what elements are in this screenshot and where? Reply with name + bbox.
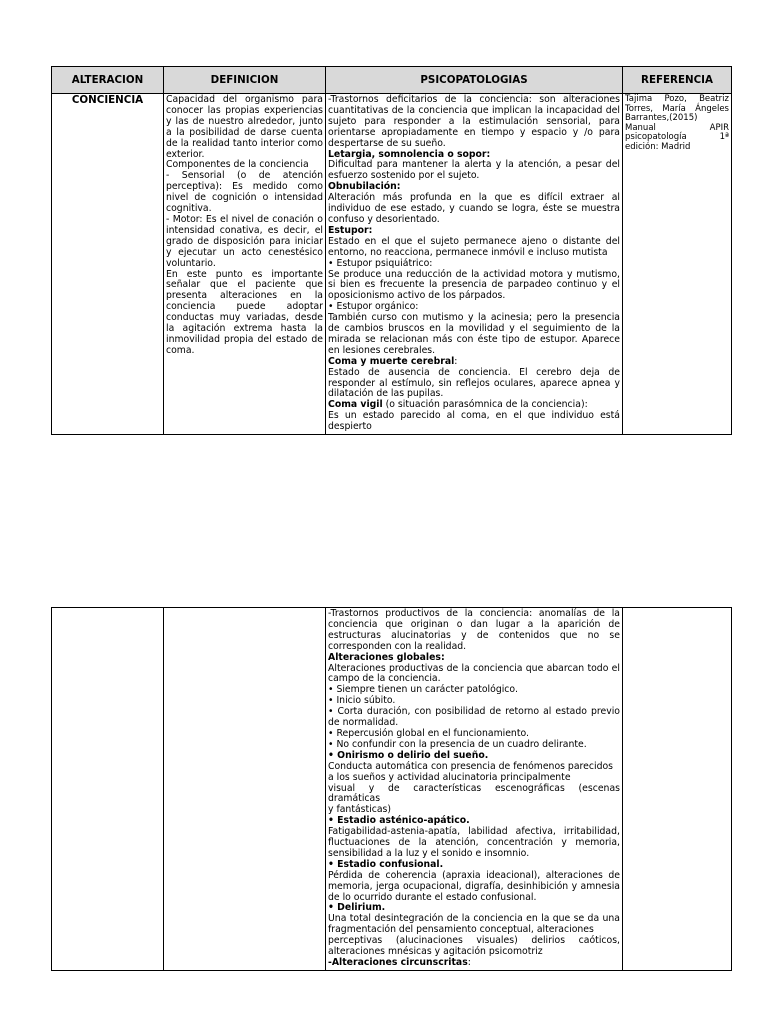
alteraciones-globales-text: Alteraciones productivas de la conciencia que abarcan todo el campo de la conciencia. — [328, 662, 620, 685]
estadio-confusional-text: Pérdida de coherencia (apraxia ideacional), alteraciones de memoria, jerga ocupacional, digrafía, desinhibición y amnesia de lo ocurrido durante el estado confusional. — [328, 869, 620, 903]
alteraciones-circunscritas-heading: -Alteraciones circunscritas — [328, 957, 468, 968]
delirium-text: Una total desintegración de la conciencia en la que se da una fragmentación del pensamiento conceptual, alteraciones — [328, 913, 620, 936]
list-item: • Repercusión global en el funcionamiento. — [328, 727, 529, 739]
letargia-heading: Letargia, somnolencia o sopor: — [328, 148, 491, 160]
onirismo-text: a los sueños y actividad alucinatoria principalmente — [328, 771, 571, 783]
definicion-paragraph: Componentes de la conciencia — [166, 159, 309, 171]
estadio-astenico-text: Fatigabilidad-astenia-apatía, labilidad afectiva, irritabilidad, fluctuaciones de la atención, concentración y memoria, sensibilidad a la luz y el sonido e insomnio. — [328, 826, 620, 859]
psychopathology-table-2 — [51, 607, 732, 971]
obnubilacion-heading: Obnubilación: — [328, 181, 401, 193]
coma-vigil-heading: Coma vigil — [328, 399, 383, 411]
definicion-paragraph: Capacidad del organismo para conocer las propias experiencias y las de nuestro alrededor, junto a la posibilidad de darse cuenta de la realidad tanto interior como exterior. — [166, 94, 323, 160]
header-referencia: REFERENCIA — [623, 67, 732, 94]
definicion-cell-empty — [164, 608, 326, 971]
list-item: • No confundir con la presencia de un cuadro delirante. — [328, 738, 587, 750]
header-psicopatologias: PSICOPATOLOGIAS — [326, 67, 623, 94]
referencia-cell: Tajima Pozo, Beatriz Torres, María Ángeles Barrantes,(2015) Manual APIR psicopatología 1ª edición: Madrid — [623, 94, 732, 435]
delirium-heading: • Delirium. — [328, 902, 386, 914]
estadio-confusional-heading: • Estadio confusional. — [328, 858, 444, 870]
obnubilacion-text: Alteración más profunda en la que es difícil extraer al individuo de ese estado, y cuando se logra, éste se muestra confuso y desorientado. — [328, 192, 620, 225]
coma-vigil-text: Es un estado parecido al coma, en el que individuo está despierto — [328, 410, 620, 433]
definicion-paragraph: En este punto es importante señalar que el paciente que presenta alteraciones en la conciencia puede adoptar conductas muy variadas, desde la agitación extrema hasta la inmovilidad propia del estado de coma. — [166, 268, 323, 356]
coma-vigil-inline-text: (o situación parasómnica de la conciencia): — [382, 399, 588, 411]
table-header-row — [52, 67, 732, 94]
coma-line: Coma y muerte cerebral: — [328, 355, 458, 367]
alteracion-cell-empty — [52, 608, 164, 971]
estupor-organico-heading: • Estupor orgánico: — [328, 301, 419, 313]
header-definicion: DEFINICION — [164, 67, 326, 94]
trastornos-deficitarios-text: -Trastornos deficitarios de la conciencia: son alteraciones cuantitativas de la conciencia que implican la incapacidad del sujeto para responder a la estimulación sensorial, para orientarse apropiadamente en tiempo y espacio y /o para despertarse de su sueño. — [328, 94, 620, 149]
referencia-cell-empty — [623, 608, 732, 971]
onirismo-text: visual y de características escenográficas (escenas dramáticas — [328, 782, 620, 805]
estupor-psiquiatrico-heading: • Estupor psiquiátrico: — [328, 257, 433, 269]
letargia-text: Dificultad para mantener la alerta y la atención, a pesar del esfuerzo sostenido por el sujeto. — [328, 159, 620, 182]
list-item: • Corta duración, con posibilidad de retorno al estado previo de normalidad. — [328, 706, 620, 729]
delirium-text: perceptivas (alucinaciones visuales) delirios caóticos, alteraciones mnésicas y agitación psicomotriz — [328, 935, 620, 958]
table-row — [52, 94, 732, 435]
estadio-astenico-heading: • Estadio asténico-apático. — [328, 815, 470, 827]
trastornos-productivos-text: -Trastornos productivos de la conciencia: anomalías de la conciencia que originan o dan lugar a la aparición de estructuras alucinatorias y de contenidos que no se corresponden con la realidad. — [328, 608, 620, 652]
coma-text: Estado de ausencia de conciencia. El cerebro deja de responder al estímulo, sin reflejos oculares, aparece apnea y dilatación de las pupilas. — [328, 366, 620, 400]
psicopatologias-cell — [326, 608, 623, 971]
alteraciones-globales-heading: Alteraciones globales: — [328, 651, 445, 663]
table-row — [52, 608, 732, 971]
definicion-paragraph: - Sensorial (o de atención perceptiva): Es medido como nivel de cognición o intensidad cognitiva. — [166, 170, 323, 215]
estupor-heading: Estupor: — [328, 224, 373, 236]
alteracion-cell: CONCIENCIA — [52, 94, 164, 435]
definicion-paragraph: - Motor: Es el nivel de conación o intensidad conativa, es decir, el grado de disposición para iniciar y ejecutar un acto cenestésico voluntario. — [166, 213, 323, 269]
estupor-psiquiatrico-text: Se produce una reducción de la actividad motora y mutismo, si bien es frecuente la presencia de parpadeo continuo y el oposicionismo activo de los párpados. — [328, 268, 620, 302]
onirismo-text: y fantásticas) — [328, 804, 392, 816]
onirismo-heading: • Onirismo o delirio del sueño. — [328, 749, 489, 761]
estupor-organico-text: También curso con mutismo y la acinesia; pero la presencia de cambios bruscos en la movilidad y el seguimiento de la mirada se relacionan más con éste tipo de estupor. Aparece en lesiones cerebrales. — [328, 312, 620, 356]
header-alteracion: ALTERACION — [52, 67, 164, 94]
coma-heading: Coma y muerte cerebral — [328, 355, 455, 367]
estupor-text: Estado en el que el sujeto permanece ajeno o distante del entorno, no reacciona, permanece inmóvil e incluso mutista — [328, 235, 620, 258]
list-item: • Siempre tienen un carácter patológico. — [328, 684, 518, 696]
alteraciones-circunscritas-suffix: : — [467, 957, 471, 968]
onirismo-text: Conducta automática con presencia de fenómenos parecidos — [328, 760, 613, 772]
definicion-cell — [164, 94, 326, 435]
psicopatologias-cell — [326, 94, 623, 435]
list-item: • Inicio súbito. — [328, 695, 396, 707]
alteraciones-circunscritas-line — [328, 958, 620, 969]
psychopathology-table-1 — [51, 66, 732, 435]
